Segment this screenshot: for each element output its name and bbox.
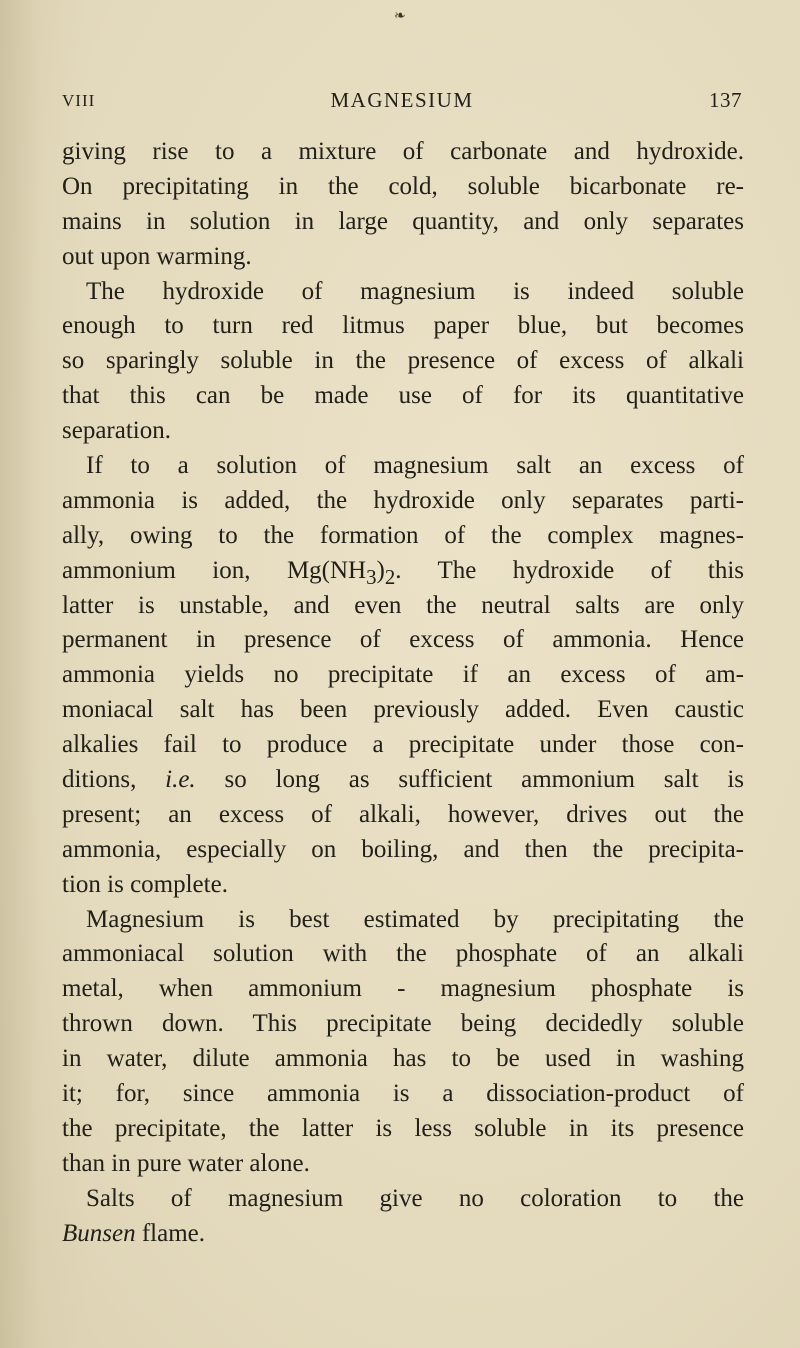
text-line: it; for, since ammonia is a dissociation-product of	[62, 1080, 744, 1108]
text-line: giving rise to a mixture of carbonate and hydroxide.	[62, 138, 744, 165]
text-line: ammonia yields no precipitate if an excess of am-	[62, 661, 744, 689]
text-line: Salts of magnesium give no coloration to the	[86, 1184, 744, 1212]
text-line: If to a solution of magnesium salt an excess of	[86, 452, 744, 480]
line-after: so long as sufficient ammonium salt is	[195, 766, 744, 794]
italic-bunsen: Bunsen	[62, 1219, 136, 1247]
text-line: enough to turn red litmus paper blue, but becomes	[62, 312, 744, 340]
text-line-italic	[62, 763, 744, 798]
text-line: tion is complete.	[62, 870, 228, 898]
line-before: ditions,	[62, 766, 166, 794]
text-line: mains in solution in large quantity, and only separates	[62, 207, 744, 235]
chapter-number: VIII	[62, 91, 96, 110]
text-line: separation.	[62, 417, 171, 445]
text-line: out upon warming.	[62, 242, 252, 270]
text-line: ammoniacal solution with the phosphate of an alkali	[62, 940, 744, 968]
italic-ie: i.e.	[165, 766, 196, 794]
text-line: The hydroxide of magnesium is indeed soluble	[86, 277, 744, 305]
text-line: metal, when ammonium - magnesium phosphate is	[62, 975, 744, 1003]
text-line: ally, owing to the formation of the complex magnes-	[62, 521, 744, 549]
formula-mid: )	[376, 556, 385, 584]
text-line: the precipitate, the latter is less soluble in its presence	[62, 1114, 744, 1142]
text-line: that this can be made use of for its quantitative	[62, 382, 744, 410]
text-line: permanent in presence of excess of ammonia. Hence	[62, 626, 744, 654]
formula-sub-3: 3	[366, 564, 377, 589]
text-line: Magnesium is best estimated by precipitating the	[86, 905, 744, 933]
text-line-italic	[62, 1217, 744, 1252]
top-ornament: ❧	[394, 8, 406, 24]
text-line: ammonia, especially on boiling, and then the precipita-	[62, 835, 744, 863]
text-line: in water, dilute ammonia has to be used in washing	[62, 1045, 744, 1073]
body-text	[62, 135, 744, 1252]
text-line: On precipitating in the cold, soluble bicarbonate re-	[62, 172, 744, 200]
formula-sub-2: 2	[384, 564, 396, 589]
page-title: MAGNESIUM	[330, 88, 474, 112]
text-line: latter is unstable, and even the neutral salts are only	[62, 591, 744, 619]
text-line: alkalies fail to produce a precipitate under those con-	[62, 731, 744, 759]
text-line: than in pure water alone.	[62, 1149, 310, 1177]
text-line: thrown down. This precipitate being decidedly soluble	[62, 1010, 744, 1038]
text-line: ammonia is added, the hydroxide only separates parti-	[62, 486, 744, 514]
line-after: flame.	[135, 1219, 206, 1247]
text-line-formula	[62, 554, 744, 589]
running-head	[62, 88, 742, 118]
page-number: 137	[709, 88, 742, 112]
formula-before: ammonium ion, Mg(NH	[62, 556, 367, 584]
formula-after: . The hydroxide of this	[395, 556, 744, 584]
text-line: present; an excess of alkali, however, drives out the	[62, 800, 744, 828]
text-line: so sparingly soluble in the presence of excess of alkali	[62, 347, 744, 375]
text-line: moniacal salt has been previously added. Even caustic	[62, 696, 744, 724]
